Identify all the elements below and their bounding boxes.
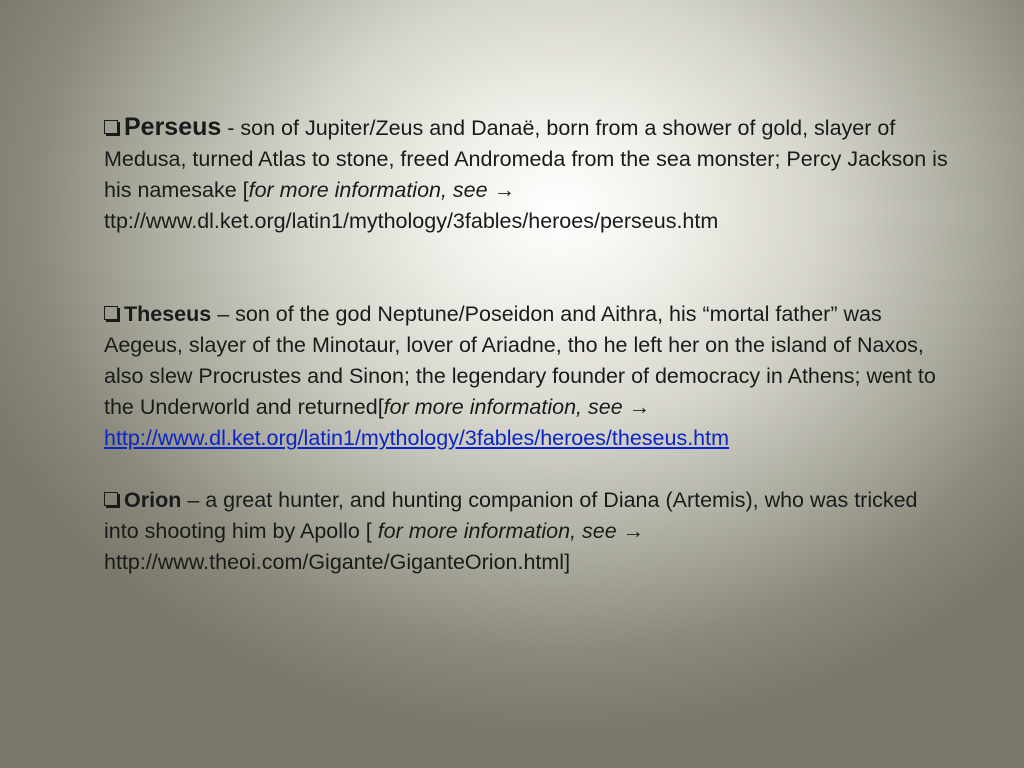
entry-theseus [104,299,954,454]
right-arrow-icon: → [616,519,645,543]
more-info-label: for more information, see [377,519,617,543]
entry-name: Theseus [124,302,212,326]
spacer [104,454,954,485]
entry-description: – a great hunter, and hunting companion of Diana (Artemis), who was tricked into shooting him by Apollo [ [104,488,918,543]
entry-description: - son of Jupiter/Zeus and Danaë, born from a shower of gold, slayer of Medusa, turned Atlas to stone, freed Andromeda from the sea monster; Percy Jackson is his namesake [ [104,116,948,202]
slide-body [104,112,954,578]
spacer [104,237,954,299]
more-info-label: for more information, see [383,395,623,419]
reference-url: ttp://www.dl.ket.org/latin1/mythology/3fables/heroes/perseus.htm [104,209,719,233]
checkbox-bullet-icon [104,306,118,320]
reference-link[interactable]: http://www.dl.ket.org/latin1/mythology/3fables/heroes/theseus.htm [104,426,730,450]
more-info-label: for more information, see [248,178,488,202]
reference-url: http://www.theoi.com/Gigante/GiganteOrion.html [104,550,565,574]
checkbox-bullet-icon [104,120,118,134]
closing-bracket: ] [564,550,571,574]
entry-description: – son of the god Neptune/Poseidon and Aithra, his “mortal father” was Aegeus, slayer of the Minotaur, lover of Ariadne, tho he left her on the island of Naxos, also slew Procrustes and Sinon; the legendary founder of democracy in Athens; went to the Underworld and returned[ [104,302,936,419]
right-arrow-icon: → [487,178,516,202]
entry-name: Orion [124,488,182,512]
entry-perseus [104,112,954,237]
entry-name: Perseus [124,113,222,141]
entry-orion [104,485,954,578]
checkbox-bullet-icon [104,492,118,506]
right-arrow-icon: → [622,395,651,419]
